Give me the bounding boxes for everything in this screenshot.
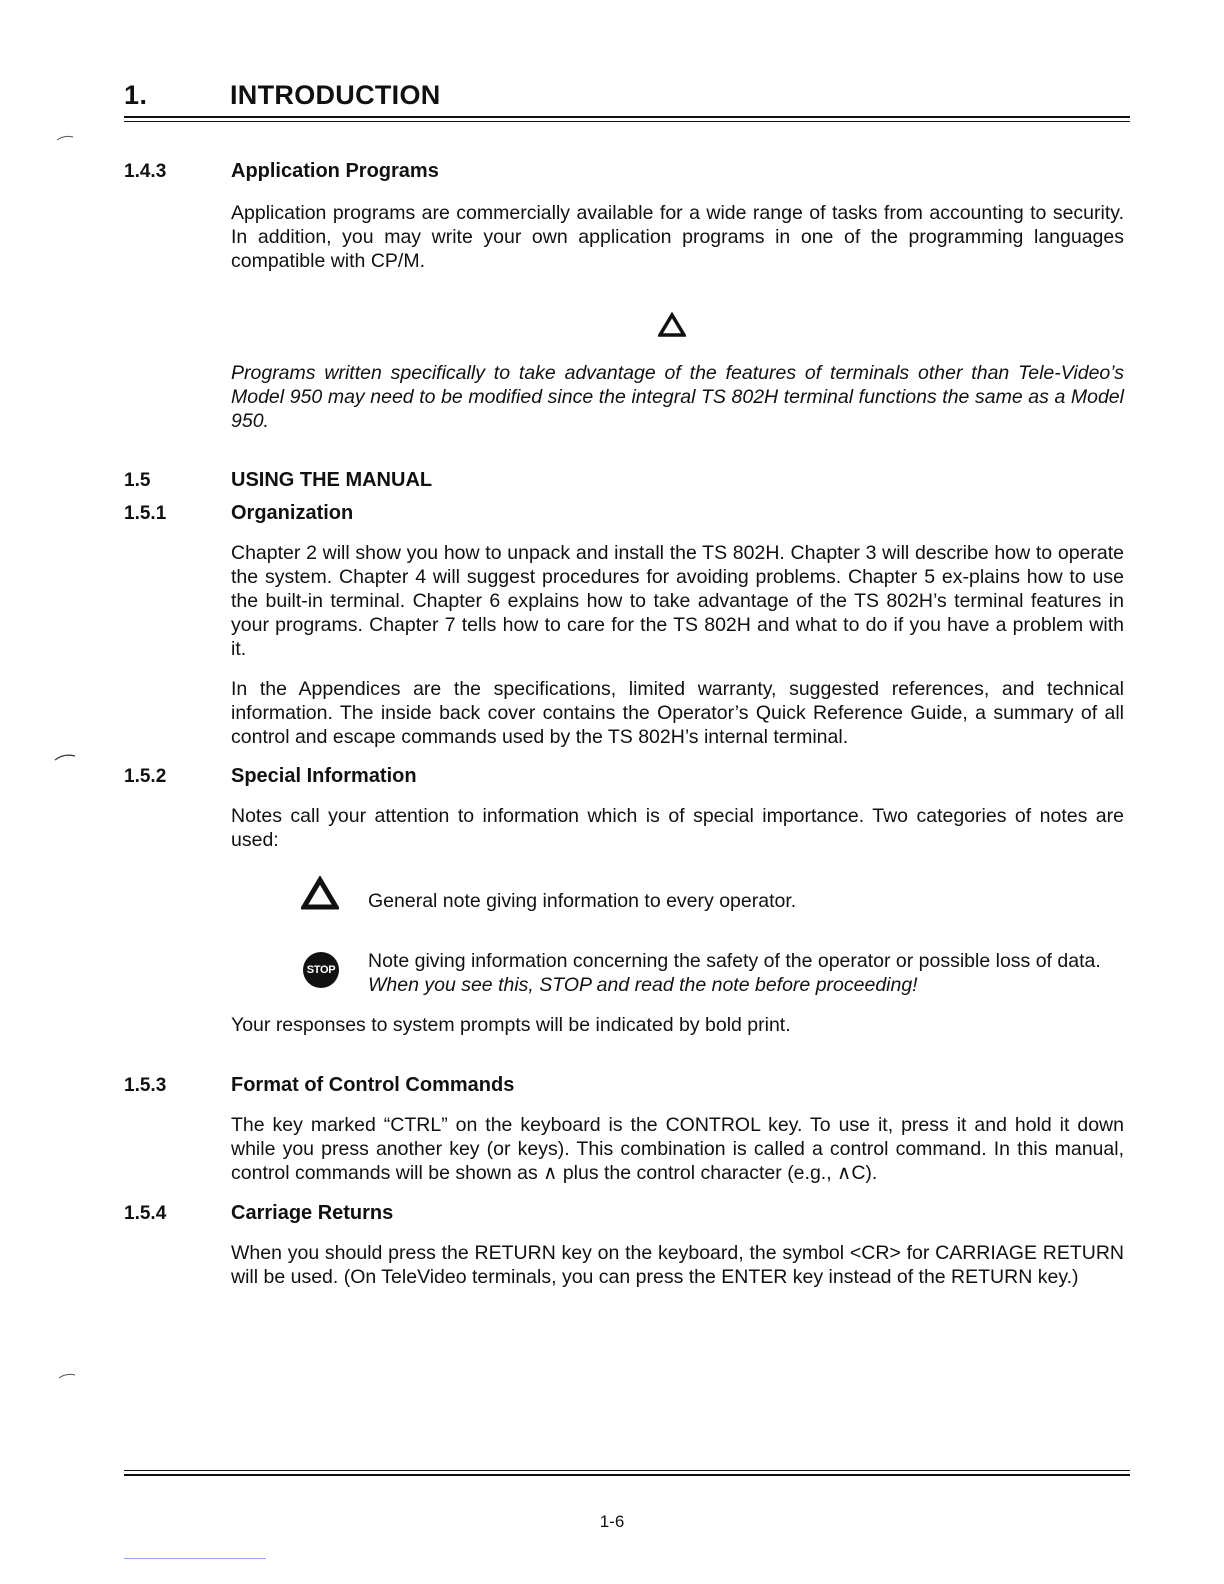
section-title: USING THE MANUAL bbox=[231, 469, 433, 491]
warning-triangle-icon bbox=[658, 312, 686, 338]
section-body: Chapter 2 will show you how to unpack and install the TS 802H. Chapter 3 will describe how to operate the system. Chapter 4 will suggest procedures for avoiding problems. Chapter 5 ex-plains how to use the built-in terminal. Chapter 6 explains how to take advantage of the TS 802H’s terminal features in your programs. Chapter 7 tells how to care for the TS 802H and what to do if you have a problem with it. bbox=[231, 542, 1124, 660]
section-title: Special Information bbox=[231, 765, 417, 787]
general-note-text: General note giving information to every operator. bbox=[368, 890, 797, 912]
section-body: Application programs are commercially available for a wide range of tasks from accounting to security. In addition, you may write your own application programs in one of the programming languages compatible with CP/M. bbox=[231, 202, 1124, 272]
stop-note-plain: Note giving information concerning the safety of the operator or possible loss of data. bbox=[368, 950, 1101, 972]
section-body: The key marked “CTRL” on the keyboard is the CONTROL key. To use it, press it and hold it down while you press another key (or keys). This combination is called a control command. In this manual, control commands will be shown as ∧ plus the control character (e.g., ∧C). bbox=[231, 1114, 1124, 1184]
section-number: 1.5.2 bbox=[124, 766, 167, 787]
page-number: 1-6 bbox=[599, 1512, 625, 1531]
stop-note-italic: When you see this, STOP and read the note before proceeding! bbox=[368, 974, 918, 996]
section-title: Carriage Returns bbox=[231, 1202, 394, 1224]
footer-underline bbox=[124, 1558, 266, 1559]
stop-sign-label: STOP bbox=[306, 964, 336, 976]
section-title: Organization bbox=[231, 502, 354, 524]
margin-mark bbox=[58, 1372, 76, 1380]
section-body: In the Appendices are the specifications, limited warranty, suggested references, and technical information. The inside back cover contains the Operator’s Quick Reference Guide, a summary of all control and escape commands used by the TS 802H’s internal terminal. bbox=[231, 678, 1124, 748]
section-body: Notes call your attention to information which is of special importance. Two categories of notes are used: bbox=[231, 805, 1124, 851]
section-title: Application Programs bbox=[231, 160, 439, 182]
section-number: 1.4.3 bbox=[124, 161, 167, 182]
section-number: 1.5 bbox=[124, 470, 151, 491]
section-number: 1.5.3 bbox=[124, 1075, 167, 1096]
note-text: Programs written specifically to take advantage of the features of terminals other than Tele-Video’s Model 950 may need to be modified since the integral TS 802H terminal functions the same as a Model 950. bbox=[231, 362, 1124, 432]
warning-triangle-icon bbox=[301, 876, 339, 910]
section-number: 1.5.4 bbox=[124, 1203, 167, 1224]
section-title: Format of Control Commands bbox=[231, 1074, 515, 1096]
stop-sign-icon bbox=[303, 952, 339, 988]
chapter-title: INTRODUCTION bbox=[230, 80, 441, 110]
footer-rule-thick bbox=[124, 1474, 1130, 1476]
section-body: Your responses to system prompts will be indicated by bold print. bbox=[231, 1014, 791, 1036]
margin-mark bbox=[54, 752, 76, 762]
footer-rule-thin bbox=[124, 1470, 1130, 1471]
header-rule-thin bbox=[124, 121, 1130, 122]
stop-note-text bbox=[368, 949, 1128, 997]
header-rule-thick bbox=[124, 116, 1130, 118]
chapter-number: 1. bbox=[124, 80, 148, 110]
margin-mark bbox=[56, 134, 74, 142]
section-number: 1.5.1 bbox=[124, 503, 167, 524]
section-body: When you should press the RETURN key on the keyboard, the symbol <CR> for CARRIAGE RETURN will be used. (On TeleVideo terminals, you can press the ENTER key instead of the RETURN key.) bbox=[231, 1242, 1124, 1288]
